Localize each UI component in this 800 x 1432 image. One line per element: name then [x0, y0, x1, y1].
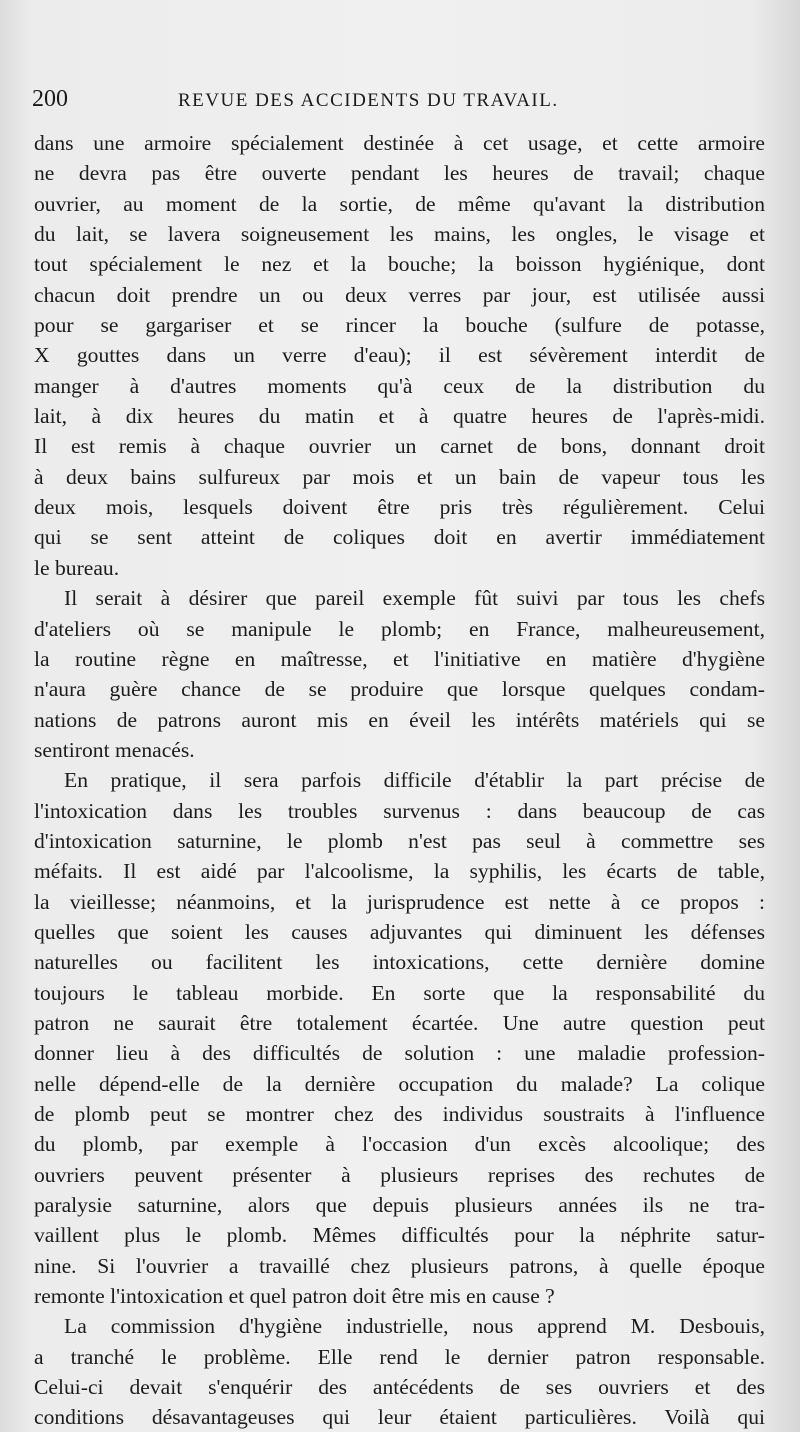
body-text [34, 128, 765, 1432]
text-line: donner lieu à des difficultés de solution : une maladie profession- [34, 1041, 765, 1066]
text-line: méfaits. Il est aidé par l'alcoolisme, la syphilis, les écarts de table, [34, 859, 765, 884]
text-line: chacun doit prendre un ou deux verres par jour, est utilisée aussi [34, 282, 765, 307]
text-line: ouvriers peuvent présenter à plusieurs reprises des rechutes de [34, 1162, 765, 1187]
paragraph-3 [34, 765, 765, 1311]
text-line: nine. Si l'ouvrier a travaillé chez plusieurs patrons, à quelle époque [34, 1253, 765, 1278]
text-line: En pratique, il sera parfois difficile d'établir la part précise de [64, 768, 765, 793]
text-line: conditions désavantageuses qui leur étaient particulières. Voilà qui [34, 1405, 765, 1430]
text-line: manger à d'autres moments qu'à ceux de la distribution du [34, 373, 765, 398]
text-line: a tranché le problème. Elle rend le dernier patron responsable. [34, 1344, 765, 1369]
text-line: du plomb, par exemple à l'occasion d'un excès alcoolique; des [34, 1132, 765, 1157]
text-line: nelle dépend-elle de la dernière occupation du malade? La colique [34, 1071, 765, 1096]
text-line: quelles que soient les causes adjuvantes qui diminuent les défenses [34, 919, 765, 944]
text-line: du lait, se lavera soigneusement les mains, les ongles, le visage et [34, 222, 765, 247]
text-line: toujours le tableau morbide. En sorte que la responsabilité du [34, 980, 765, 1005]
paragraph-2 [34, 583, 765, 765]
text-line: sentiront menacés. [34, 737, 195, 762]
text-line: n'aura guère chance de se produire que lorsque quelques condam- [34, 677, 765, 702]
text-line: d'ateliers où se manipule le plomb; en France, malheureusement, [34, 616, 765, 641]
text-line: dans une armoire spécialement destinée à cet usage, et cette armoire [34, 131, 765, 155]
text-line: à deux bains sulfureux par mois et un bain de vapeur tous les [34, 464, 765, 489]
text-line: d'intoxication saturnine, le plomb n'est pas seul à commettre ses [34, 828, 765, 853]
text-line: ne devra pas être ouverte pendant les heures de travail; chaque [34, 161, 765, 186]
text-line: Celui-ci devait s'enquérir des antécédents de ses ouvriers et des [34, 1375, 765, 1400]
text-line: ouvrier, au moment de la sortie, de même qu'avant la distribution [34, 191, 765, 216]
text-line: pour se gargariser et se rincer la bouche (sulfure de potasse, [34, 313, 765, 338]
text-line: nations de patrons auront mis en éveil les intérêts matériels qui se [34, 707, 765, 732]
text-line: l'intoxication dans les troubles survenus : dans beaucoup de cas [34, 798, 765, 823]
text-line: Il serait à désirer que pareil exemple fût suivi par tous les chefs [64, 586, 765, 611]
paragraph-4 [34, 1311, 765, 1432]
page-header [32, 86, 772, 116]
text-line: remonte l'intoxication et quel patron doit être mis en cause ? [34, 1284, 555, 1309]
text-line: la vieillesse; néanmoins, et la jurisprudence est nette à ce propos : [34, 889, 765, 914]
text-line: patron ne saurait être totalement écartée. Une autre question peut [34, 1010, 765, 1035]
text-line: naturelles ou facilitent les intoxications, cette dernière domine [34, 950, 765, 975]
text-line: lait, à dix heures du matin et à quatre heures de l'après-midi. [34, 404, 765, 429]
text-line: deux mois, lesquels doivent être pris très régulièrement. Celui [34, 495, 765, 520]
text-line: la routine règne en maîtresse, et l'initiative en matière d'hygiène [34, 646, 765, 671]
page-number: 200 [32, 86, 68, 112]
text-line: le bureau. [34, 555, 120, 580]
text-line: Il est remis à chaque ouvrier un carnet de bons, donnant droit [34, 434, 765, 459]
text-line: paralysie saturnine, alors que depuis plusieurs années ils ne tra- [34, 1193, 765, 1218]
text-line: qui se sent atteint de coliques doit en avertir immédiatement [34, 525, 765, 550]
text-line: de plomb peut se montrer chez des individus soustraits à l'influence [34, 1102, 765, 1126]
paragraph-1 [34, 128, 765, 583]
running-title: REVUE DES ACCIDENTS DU TRAVAIL. [178, 90, 559, 111]
text-line: La commission d'hygiène industrielle, nous apprend M. Desbouis, [64, 1314, 765, 1339]
text-line: vaillent plus le plomb. Mêmes difficultés pour la néphrite satur- [34, 1223, 765, 1248]
text-line: tout spécialement le nez et la bouche; la boisson hygiénique, dont [34, 252, 765, 277]
text-line: X gouttes dans un verre d'eau); il est sévèrement interdit de [34, 343, 765, 368]
